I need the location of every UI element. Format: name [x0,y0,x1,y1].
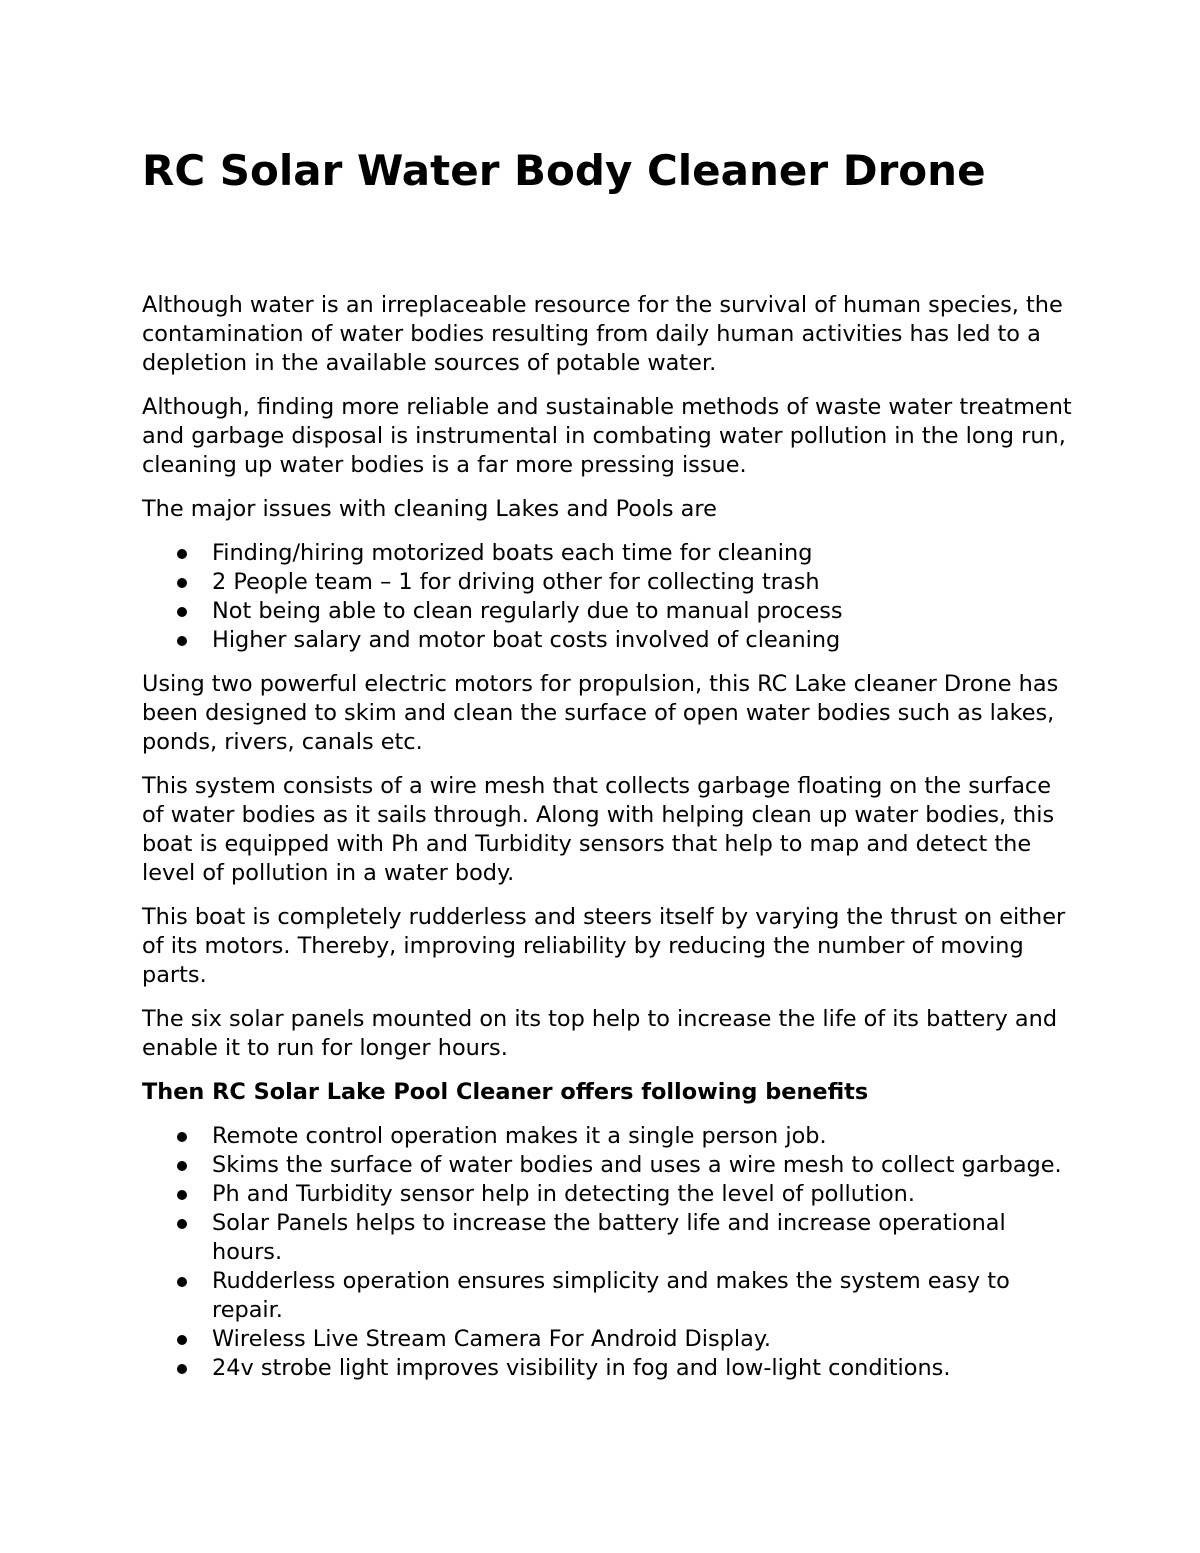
list-item-text: Wireless Live Stream Camera For Android Display. [212,1326,771,1352]
list-item-text: Solar Panels helps to increase the battery life and increase operational hours. [212,1210,1006,1265]
benefits-heading: Then RC Solar Lake Pool Cleaner offers following benefits [142,1079,869,1105]
list-item [142,539,1072,568]
list-item-text: Rudderless operation ensures simplicity and makes the system easy to repair. [212,1268,1010,1323]
bullet-icon [177,1364,187,1374]
list-item [142,1151,1072,1180]
list-item [142,1325,1072,1354]
solar-paragraph: The six solar panels mounted on its top help to increase the life of its battery and enable it to run for longer hours. [142,1006,1058,1061]
bullet-icon [177,1277,187,1287]
context-paragraph: Although, finding more reliable and sustainable methods of waste water treatment and garbage disposal is instrumental in combating water pollution in the long run, cleaning up water bodies is a far more pressing issue. [142,394,1072,478]
bullet-icon [177,607,187,617]
bullet-icon [177,1190,187,1200]
bullet-icon [177,549,187,559]
bullet-icon [177,1335,187,1345]
bullet-icon [177,1132,187,1142]
bullet-icon [177,578,187,588]
list-item-text: Finding/hiring motorized boats each time for cleaning [212,540,813,566]
list-item [142,568,1072,597]
list-item-text: Higher salary and motor boat costs involved of cleaning [212,627,841,653]
document-title: RC Solar Water Body Cleaner Drone [142,146,986,195]
list-item [142,1267,1072,1325]
list-item [142,1122,1072,1151]
list-item [142,1180,1072,1209]
list-item-text: Ph and Turbidity sensor help in detecting the level of pollution. [212,1181,915,1207]
list-item [142,1354,1072,1383]
list-item [142,626,1072,655]
list-item-text: Skims the surface of water bodies and uses a wire mesh to collect garbage. [212,1152,1062,1178]
list-item-text: 24v strobe light improves visibility in fog and low-light conditions. [212,1355,951,1381]
rudderless-paragraph: This boat is completely rudderless and steers itself by varying the thrust on either of its motors. Thereby, improving reliability by reducing the number of moving parts. [142,904,1066,988]
issues-list [142,539,1072,655]
bullet-icon [177,636,187,646]
intro-paragraph: Although water is an irreplaceable resource for the survival of human species, the contamination of water bodies resulting from daily human activities has led to a depletion in the available sources of potable water. [142,292,1063,376]
bullet-icon [177,1219,187,1229]
propulsion-paragraph: Using two powerful electric motors for propulsion, this RC Lake cleaner Drone has been designed to skim and clean the surface of open water bodies such as lakes, ponds, rivers, canals etc. [142,671,1059,755]
list-item-text: Remote control operation makes it a single person job. [212,1123,827,1149]
list-item [142,1209,1072,1267]
bullet-icon [177,1161,187,1171]
benefits-list [142,1122,1072,1383]
list-item-text: 2 People team – 1 for driving other for collecting trash [212,569,820,595]
issues-intro-paragraph: The major issues with cleaning Lakes and Pools are [142,496,717,522]
document-body [142,291,1072,1398]
list-item-text: Not being able to clean regularly due to manual process [212,598,843,624]
mesh-paragraph: This system consists of a wire mesh that collects garbage floating on the surface of water bodies as it sails through. Along with helping clean up water bodies, this boat is equipped with Ph and Turbidity sensors that help to map and detect the level of pollution in a water body. [142,773,1055,886]
list-item [142,597,1072,626]
